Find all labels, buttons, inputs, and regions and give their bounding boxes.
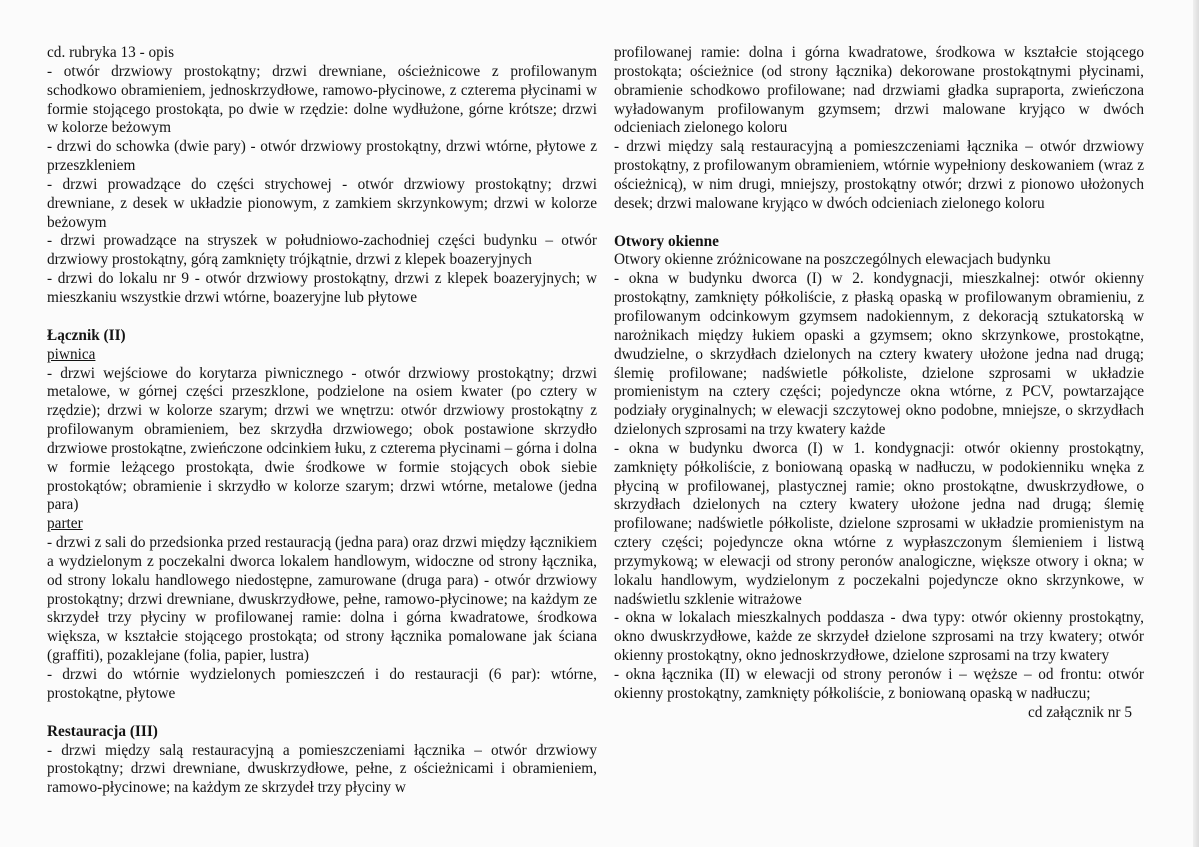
right-column [614,44,1144,723]
door-paragraph: - drzwi wejściowe do korytarza piwnicznego - otwór drzwiowy prostokątny; drzwi metalowe, w górnej części przeszklone, podzielone na osiem kwater (po cztery w rzędzie); drzwi w kolorze szarym; drzwi we wnętrzu: otwór drzwiowy prostokątny z profilowanym obramieniem, bez skrzydła drzwiowego; obok postawione skrzydło drzwiowe prostokątne, zwieńczone odcinkiem łuku, z czterema płycinami – górna i dolna w formie leżącego prostokąta, dwie środkowe w formie stojących obok siebie prostokątów; obramienie i skrzydło w kolorze szarym; drzwi wtórne, metalowe (jedna para) [47,364,597,514]
door-paragraph: - drzwi do lokalu nr 9 - otwór drzwiowy prostokątny, drzwi z klepek boazeryjnych; w mieszkaniu wszystkie drzwi wtórne, boazeryjne lub płytowe [47,270,597,306]
subsection-label-piwnica: piwnica [47,345,96,363]
left-column [47,44,597,798]
window-paragraph: - okna w budynku dworca (I) w 1. kondygnacji: otwór okienny prostokątny, zamknięty półkoliście, z boniowaną opaską w nadłuczu, w podokienniku wnęka z płyciną w profilowanej, plastycznej ramie; okno prostokątne, dwuskrzydłowe, o skrzydłach dzielonych na cztery kwatery ułożone jedna nad drugą; ślemię profilowane; nadświetle półkoliste, dzielone szprosami w układzie promienistym na cztery części; pojedyncze okna wtórne z wypłaszczonym ślemieniem i listwą przymykową; w elewacji od strony peronów analogiczne, większe otwory i okna; w lokalu handlowym, wydzielonym z poczekalni pojedyncze okno skrzynkowe, w nadświetlu szklenie witrażowe [614,439,1144,608]
door-paragraph: - drzwi z sali do przedsionka przed restauracją (jedna para) oraz drzwi między łącznikiem a wydzielonym z poczekalni dworca lokalem handlowym, widoczne od strony łącznika, od strony lokalu handlowego niedostępne, zamurowane (druga para) - otwór drzwiowy prostokątny; drzwi drewniane, dwuskrzydłowe, pełne, ramowo-płycinowe; na każdym ze skrzydeł trzy płyciny w profilowanej ramie: dolna i górna kwadratowe, środkowa większa, w kształcie stojącego prostokąta; od strony łącznika pomalowane jak ściana (graffiti), pozaklejane (folia, papier, lustra) [47,534,597,665]
door-paragraph: - drzwi między salą restauracyjną a pomieszczeniami łącznika – otwór drzwiowy prostokątny; drzwi drewniane, dwuskrzydłowe, pełne, z ościeżnicami i obramieniem, ramowo-płycinowe; na każdym ze skrzydeł trzy płyciny w [47,741,597,797]
section-heading-otwory: Otwory okienne [614,232,719,250]
section-intro: Otwory okienne zróżnicowane na poszczególnych elewacjach budynku [614,251,1051,269]
window-paragraph: - okna w lokalach mieszkalnych poddasza - dwa typy: otwór okienny prostokątny, okno dwuskrzydłowe, każde ze skrzydeł dzielone szprosami na trzy kwatery; otwór okienny prostokątny, okno jednoskrzydłowe, dzielone szprosami na trzy kwatery [614,609,1144,665]
door-paragraph: - drzwi prowadzące na stryszek w południowo-zachodniej części budynku – otwór drzwiowy prostokątny, górą zamknięty trójkątnie, drzwi z klepek boazeryjnych [47,232,597,269]
door-paragraph: - drzwi do schowka (dwie pary) - otwór drzwiowy prostokątny, drzwi wtórne, płytowe z przeszkleniem [47,138,597,175]
section-heading-restauracja: Restauracja (III) [47,722,158,740]
page-edge-shadow [1193,0,1199,847]
section-heading-lacznik: Łącznik (II) [47,326,126,344]
door-paragraph: profilowanej ramie: dolna i górna kwadratowe, środkowa w kształcie stojącego prostokąta; ościeżnice (od strony łącznika) dekorowane prostokątnymi płycinami, obramienie schodkowo profilowane; nad drzwiami gładka supraporta, zwieńczona wyładowanym profilowanym gzymsem; drzwi malowane kryjąco w dwóch odcieniach zielonego koloru [614,44,1144,137]
door-paragraph: - otwór drzwiowy prostokątny; drzwi drewniane, ościeżnicowe z profilowanym schodkowo obramieniem, jednoskrzydłowe, ramowo-płycinowe, z czterema płycinami w formie stojącego prostokąta, po dwie w rzędzie: dolne wydłużone, górne krótsze; drzwi w kolorze beżowym [47,62,597,137]
door-paragraph: - drzwi prowadzące do części strychowej - otwór drzwiowy prostokątny; drzwi drewniane, z desek w układzie pionowym, z zamkiem skrzynkowym; drzwi w kolorze beżowym [47,175,597,231]
continuation-heading: cd. rubryka 13 - opis [47,44,175,61]
door-paragraph: - drzwi między salą restauracyjną a pomieszczeniami łącznika – otwór drzwiowy prostokątny, z profilowanym obramieniem, wtórnie wypełniony deskowaniem (wraz z ościeżnicą), w nim drugi, mniejszy, prostokątny otwór; drzwi z pionowo ułożonych desek; drzwi malowane kryjąco w dwóch odcieniach zielonego koloru [614,138,1144,212]
window-paragraph: - okna w budynku dworca (I) w 2. kondygnacji, mieszkalnej: otwór okienny prostokątny, zamknięty półkoliście, z płaską opaską w profilowanym obramieniu, z profilowanym odcinkowym gzymsem nadokiennym, z dekoracją sztukatorską w narożnikach między łukiem opaski a gzymsem; okno skrzynkowe, prostokątne, dwudzielne, o skrzydłach dzielonych na cztery kwatery ułożone jedna nad drugą; ślemię profilowane; nadświetle półkoliste, dzielone szprosami w układzie promienistym na cztery części; pojedyncze okna wtórne, z PCV, powtarzające podziały oryginalnych; w elewacji szczytowej okno podobne, mniejsze, o skrzydłach dzielonych szprosami na trzy kwatery każde [614,270,1144,439]
window-paragraph: - okna łącznika (II) w elewacji od strony peronów i – węższe – od frontu: otwór okienny prostokątny, zamknięty półkoliście, z boniowaną opaską w nadłuczu; [614,666,1144,702]
door-paragraph: - drzwi do wtórnie wydzielonych pomieszczeń i do restauracji (6 par): wtórne, prostokątne, płytowe [47,666,597,702]
subsection-label-parter: parter [47,515,83,533]
attachment-reference: cd załącznik nr 5 [1027,703,1132,721]
